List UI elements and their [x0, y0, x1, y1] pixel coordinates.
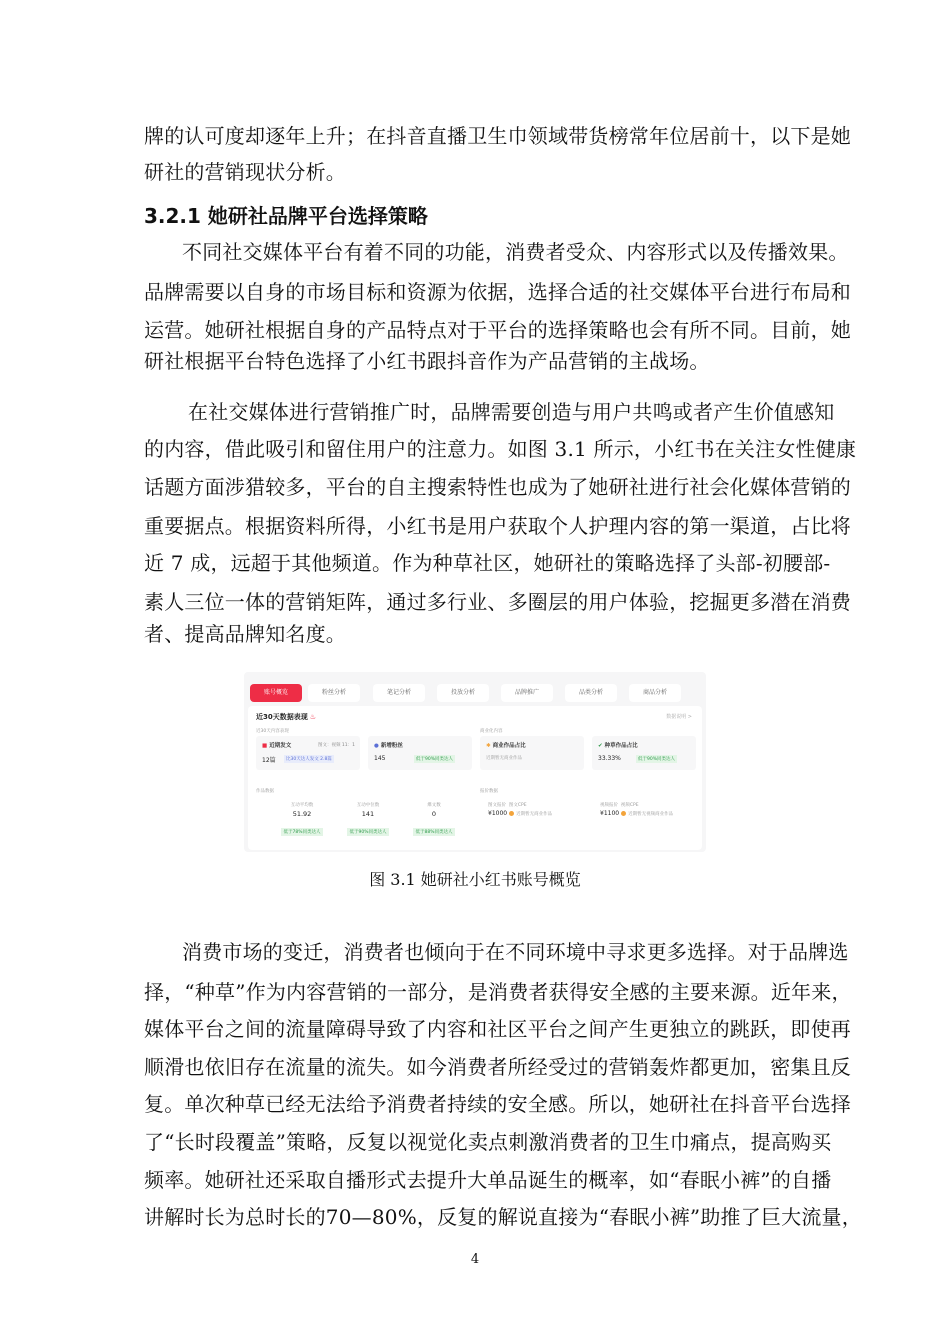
card-seeding-ratio: ✔ 种草作品占比 33.33% 低于90%同类达人 [592, 736, 696, 770]
card-tag: 低于90%同类达人 [416, 757, 454, 762]
tab-category[interactable]: 品类分析 [565, 684, 617, 702]
tab-account-overview[interactable]: 账号概览 [250, 684, 302, 702]
body-line: 不同社交媒体平台有着不同的功能，消费者受众、内容形式以及传播效果。 [182, 240, 849, 264]
section-label: 商业化内容 [480, 729, 503, 734]
body-line: 消费市场的变迁，消费者也倾向于在不同环境中寻求更多选择。对于品牌选 [182, 940, 849, 964]
check-icon: ✔ [598, 743, 603, 749]
fire-icon: ♨ [309, 713, 317, 721]
section-heading: 3.2.1 她研社品牌平台选择策略 [144, 204, 428, 228]
body-line: 顺滑也依旧存在流量的流失。如今消费者所经受过的营销轰炸都更加，密集且反 [144, 1055, 851, 1079]
section-label: 近30天内容表现 [256, 729, 289, 734]
card-tag: 比30天达人发文 2.8篇 [286, 757, 332, 762]
body-line: 近 7 成，远超于其他频道。作为种草社区，她研社的策略选择了头部-初腰部- [144, 551, 831, 575]
figure-caption: 图 3.1 她研社小红书账号概览 [369, 870, 581, 889]
body-line: 研社根据平台特色选择了小红书跟抖音作为产品营销的主战场。 [144, 349, 710, 373]
section-label: 报价数据 [480, 789, 498, 794]
tab-goods[interactable]: 商品分析 [629, 684, 681, 702]
panel-title: 近30天数据表现 ♨ [256, 713, 317, 721]
body-line: 讲解时长为总时长的70—80%，反复的解说直接为“春眠小裤”助推了巨大流量， [144, 1205, 862, 1229]
overview-panel [248, 706, 702, 850]
body-line: 的内容，借此吸引和留住用户的注意力。如图 3.1 所示，小红书在关注女性健康 [144, 437, 857, 461]
card-extra: 图文：视频 11：1 [317, 743, 355, 748]
body-line: 在社交媒体进行营销推广时，品牌需要创造与用户共鸣或者产生价值感知 [188, 400, 835, 424]
card-value: 33.33% [598, 755, 621, 762]
body-line: 话题方面涉猎较多，平台的自主搜索特性也成为了她研社进行社会化媒体营销的 [144, 475, 851, 499]
tab-fans[interactable]: 粉丝分析 [308, 684, 360, 702]
card-value: 145 [374, 755, 386, 762]
card-tag: 低于90%同类达人 [638, 757, 676, 762]
body-line: 重要据点。根据资料所得，小红书是用户获取个人护理内容的第一渠道，占比将 [144, 514, 851, 538]
page-number: 4 [470, 1252, 480, 1267]
card-sub: 近期暂无商业作品 [486, 756, 522, 761]
star-icon: ✱ [486, 743, 491, 749]
body-line: 媒体平台之间的流量障碍导致了内容和社区平台之间产生更独立的跳跃，即使再 [144, 1017, 851, 1041]
body-line: 品牌需要以自身的市场目标和资源为依据，选择合适的社交媒体平台进行布局和 [144, 280, 851, 304]
user-icon: ● [374, 743, 379, 749]
body-line: 运营。她研社根据自身的产品特点对于平台的选择策略也会有所不同。目前，她 [144, 318, 851, 342]
tab-brand[interactable]: 品牌推广 [501, 684, 553, 702]
document-icon: ■ [262, 743, 268, 749]
body-line: 了“长时段覆盖”策略，反复以视觉化卖点刺激消费者的卫生巾痛点，提高购买 [144, 1130, 832, 1154]
metric-interaction-median: 互动中位数 141 低于90%同类达人 [349, 803, 387, 835]
tab-bar [248, 684, 702, 702]
card-new-fans: ● 新增粉丝 145 低于90%同类达人 [368, 736, 472, 770]
account-overview-screenshot [244, 672, 706, 852]
body-line: 复。单次种草已经无法给予消费者持续的安全感。所以，她研社在抖音平台选择 [144, 1092, 851, 1116]
tab-ads[interactable]: 投放分析 [437, 684, 489, 702]
body-line: 研社的营销现状分析。 [144, 160, 346, 184]
body-line: 频率。她研社还采取自播形式去提升大单品诞生的概率，如“春眠小裤”的自播 [144, 1168, 832, 1192]
section-label: 作品数据 [256, 789, 274, 794]
card-recent-posts: ■ 近期发文 图文：视频 11：1 12篇 比30天达人发文 2.8篇 [256, 736, 360, 770]
body-line: 者、提高品牌知名度。 [144, 622, 346, 646]
price-video: 视频报价 视频CPE ¥1100 近期暂无视频商业作品 [600, 803, 674, 817]
price-image-text: 图文报价 图文CPE ¥1000 近期暂无商业作品 [488, 803, 553, 817]
metric-hit-posts: 爆文数 0 低于88%同类达人 [415, 803, 453, 835]
body-line: 牌的认可度却逐年上升；在抖音直播卫生巾领域带货榜常年位居前十，以下是她 [144, 124, 851, 148]
coin-icon [621, 811, 626, 816]
body-line: 素人三位一体的营销矩阵，通过多行业、多圈层的用户体验，挖掘更多潜在消费 [144, 590, 851, 614]
metric-interaction-avg: 互动平均数 51.92 低于78%同类达人 [283, 803, 321, 835]
tab-notes[interactable]: 笔记分析 [373, 684, 425, 702]
card-commercial-ratio: ✱ 商业作品占比 近期暂无商业作品 [480, 736, 584, 770]
body-line: 择，“种草”作为内容营销的一部分，是消费者获得安全感的主要来源。近年来， [144, 980, 852, 1004]
card-value: 12篇 [262, 757, 276, 764]
coin-icon [509, 811, 514, 816]
data-note-link[interactable]: 数据说明 > [666, 714, 692, 720]
